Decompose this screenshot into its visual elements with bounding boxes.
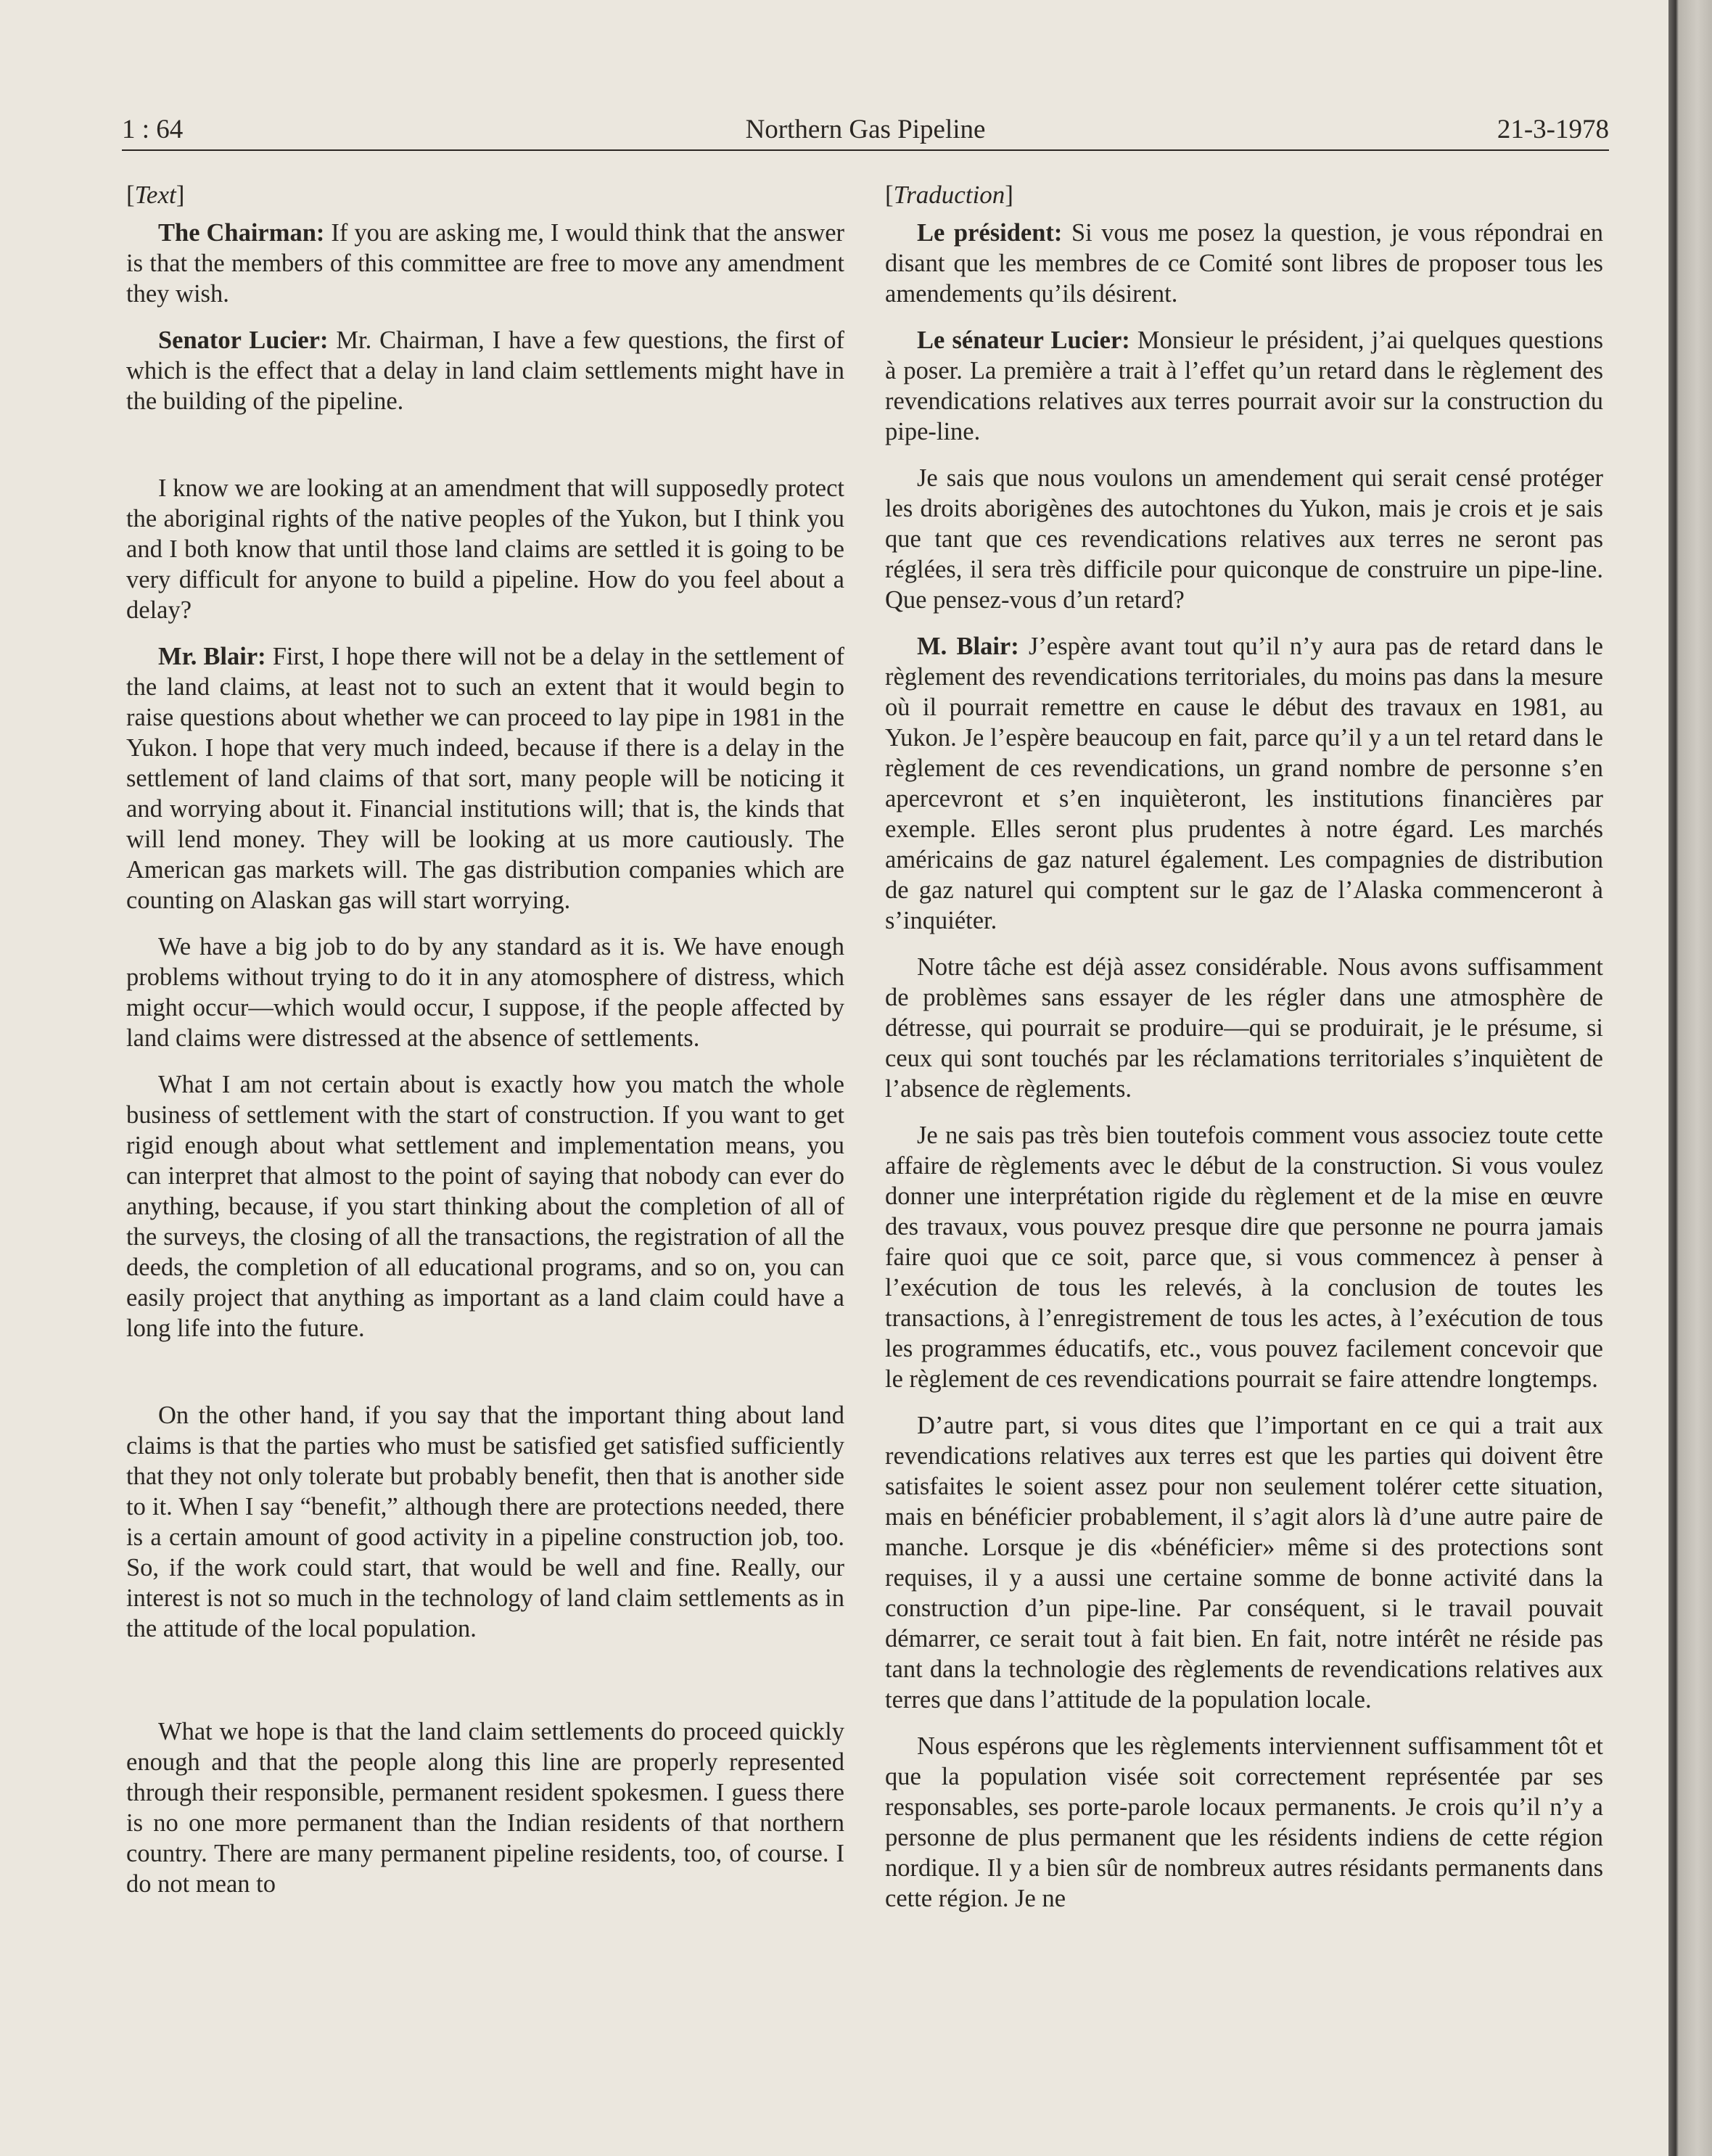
running-header — [122, 107, 1609, 149]
french-section-tag: [Traduction] — [885, 181, 1013, 209]
speaker-name: Le sénateur Lucier: — [917, 326, 1130, 354]
en-paragraph-8: What we hope is that the land claim settlements do proceed quickly enough and that the people along this line are properly represented through their responsible, permanent resident spokesmen. I guess there is no one more permanent than the Indian residents of that northern country. There are many permanent pipeline residents, too, of course. I do not mean to — [126, 1718, 844, 1898]
speaker-name: Mr. Blair: — [158, 643, 266, 670]
document-title: Northern Gas Pipeline — [745, 115, 986, 144]
speaker-name: Le président: — [917, 219, 1063, 247]
en-paragraph-6: What I am not certain about is exactly how you match the whole business of settlement with the start of construction. If you want to get rigid enough about what settlement and implementation means, you can interpret that almost to the point of saying that nobody can ever do anything, because, if you start thinking about the completion of all of the surveys, the closing of all the transactions, the registration of all the deeds, the completion of all educational programs, and so on, you can easily project that anything as important as a land claim could have a long life into the future. — [126, 1071, 844, 1342]
fr-paragraph-6: Je ne sais pas très bien toutefois comment vous associez toute cette affaire de règlements avec le début de la construction. Si vous voulez donner une interprétation rigide du règlement et de la mise en œuvre des travaux, vous pouvez presque dire que personne ne pourra jamais faire quoi que ce soit, parce que, si vous commencez à penser à l’exécution de tous les relevés, à la conclusion de toutes les transactions, à l’enregistrement de tous les actes, à l’exécution de tous les programmes éducatifs, etc., vous pouvez facilement concevoir que le règlement de ces revendications pourrait se faire attendre longtemps. — [885, 1122, 1603, 1393]
fr-paragraph-3: Je sais que nous voulons un amendement qui serait censé protéger les droits aborigènes des autochtones du Yukon, mais je crois et je sais que tant que ces revendications relatives aux terres ne seront pas réglées, il sera très difficile pour quiconque de construire un pipe-line. Que pensez-vous d’un retard? — [885, 464, 1603, 614]
en-paragraph-5: We have a big job to do by any standard as it is. We have enough problems without trying to do it in any atomosphere of distress, which might occur—which would occur, I suppose, if the people affected by land claims were distressed at the absence of settlements. — [126, 933, 844, 1052]
en-paragraph-2: Senator Lucier: Mr. Chairman, I have a few questions, the first of which is the effect that a delay in land claim settlements might have in the building of the pipeline. — [126, 326, 844, 415]
fr-paragraph-1: Le président: Si vous me posez la question, je vous répondrai en disant que les membres de ce Comité sont libres de proposer tous les amendements qu’ils désirent. — [885, 219, 1603, 308]
en-paragraph-4: Mr. Blair: First, I hope there will not be a delay in the settlement of the land claims, at least not to such an extent that it would begin to raise questions about whether we can proceed to lay pipe in 1981 in the Yukon. I hope that very much indeed, because if there is a delay in the settlement of land claims of that sort, many people will be noticing it and worrying about it. Financial institutions will; that is, the kinds that will lend money. They will be looking at us more cautiously. The American gas markets will. The gas distribution companies which are counting on Alaskan gas will start worrying. — [126, 643, 844, 914]
page-binding-edge — [1668, 0, 1712, 2156]
french-column — [885, 180, 1603, 1914]
speaker-name: Senator Lucier: — [158, 326, 329, 354]
fr-paragraph-2: Le sénateur Lucier: Monsieur le président, j’ai quelques questions à poser. La première a trait à l’effet qu’un retard dans le règlement des revendications relatives aux terres pourrait avoir sur la construction du pipe-line. — [885, 326, 1603, 445]
en-paragraph-7: On the other hand, if you say that the important thing about land claims is that the parties who must be satisfied get satisfied sufficiently that they not only tolerate but probably benefit, then that is another side to it. When I say “benefit,” although there are protections needed, there is a certain amount of good activity in a pipeline construction job, too. So, if the work could start, that would be well and fine. Really, our interest is not so much in the technology of land claim settlements as in the attitude of the local population. — [126, 1402, 844, 1642]
en-paragraph-3: I know we are looking at an amendment that will supposedly protect the aboriginal rights of the native peoples of the Yukon, but I think you and I both know that until those land claims are settled it is going to be very difficult for anyone to build a pipeline. How do you feel about a delay? — [126, 474, 844, 624]
english-section-tag: [Text] — [126, 181, 185, 209]
fr-paragraph-5: Notre tâche est déjà assez considérable. Nous avons suffisamment de problèmes sans essayer de les régler dans une atmosphère de détresse, qui pourrait se produire—qui se produirait, je le présume, si ceux qui sont touchés par les réclamations territoriales s’inquiètent de l’absence de règlements. — [885, 953, 1603, 1103]
fr-paragraph-7: D’autre part, si vous dites que l’important en ce qui a trait aux revendications relatives aux terres est que les parties qui doivent être satisfaites le soient assez pour non seulement tolérer cette situation, mais en bénéficier probablement, il s’agit alors là d’une autre paire de manche. Lorsque je dis «bénéficier» même si des protections sont requises, il y a aussi une certaine somme de bonne activité dans la construction d’un pipe-line. Par conséquent, si le travail pouvait démarrer, ce serait tout à fait bien. En fait, notre intérêt ne réside pas tant dans la technologie des règlements de revendications relatives aux terres que dans l’attitude de la population locale. — [885, 1412, 1603, 1713]
document-date: 21-3-1978 — [1497, 115, 1609, 144]
page-number: 1 : 64 — [122, 115, 184, 144]
speaker-name: The Chairman: — [158, 219, 325, 247]
header-rule — [122, 149, 1609, 151]
speaker-name: M. Blair: — [917, 633, 1019, 660]
en-paragraph-1: The Chairman: If you are asking me, I would think that the answer is that the members of this committee are free to move any amendment they wish. — [126, 219, 844, 308]
fr-paragraph-8: Nous espérons que les règlements interviennent suffisamment tôt et que la population visée soit correctement représentée par ses responsables, ses porte-parole locaux permanents. Je crois qu’il n’y a personne de plus permanent que les résidents indiens de cette région nordique. Il y a bien sûr de nombreux autres résidants permanents dans cette région. Je ne — [885, 1732, 1603, 1912]
fr-paragraph-4: M. Blair: J’espère avant tout qu’il n’y aura pas de retard dans le règlement des revendications territoriales, du moins pas dans la mesure où il pourrait remettre en cause le début des travaux en 1981, au Yukon. Je l’espère beaucoup en fait, parce qu’il y a un tel retard dans le règlement de ces revendications, un grand nombre de personne s’en apercevront et s’en inquièteront, les institutions financières par exemple. Elles seront plus prudentes à notre égard. Les marchés américains de gaz naturel également. Les compagnies de distribution de gaz naturel qui comptent sur le gaz de l’Alaska commenceront à s’inquiéter. — [885, 633, 1603, 934]
english-column — [126, 180, 844, 1899]
